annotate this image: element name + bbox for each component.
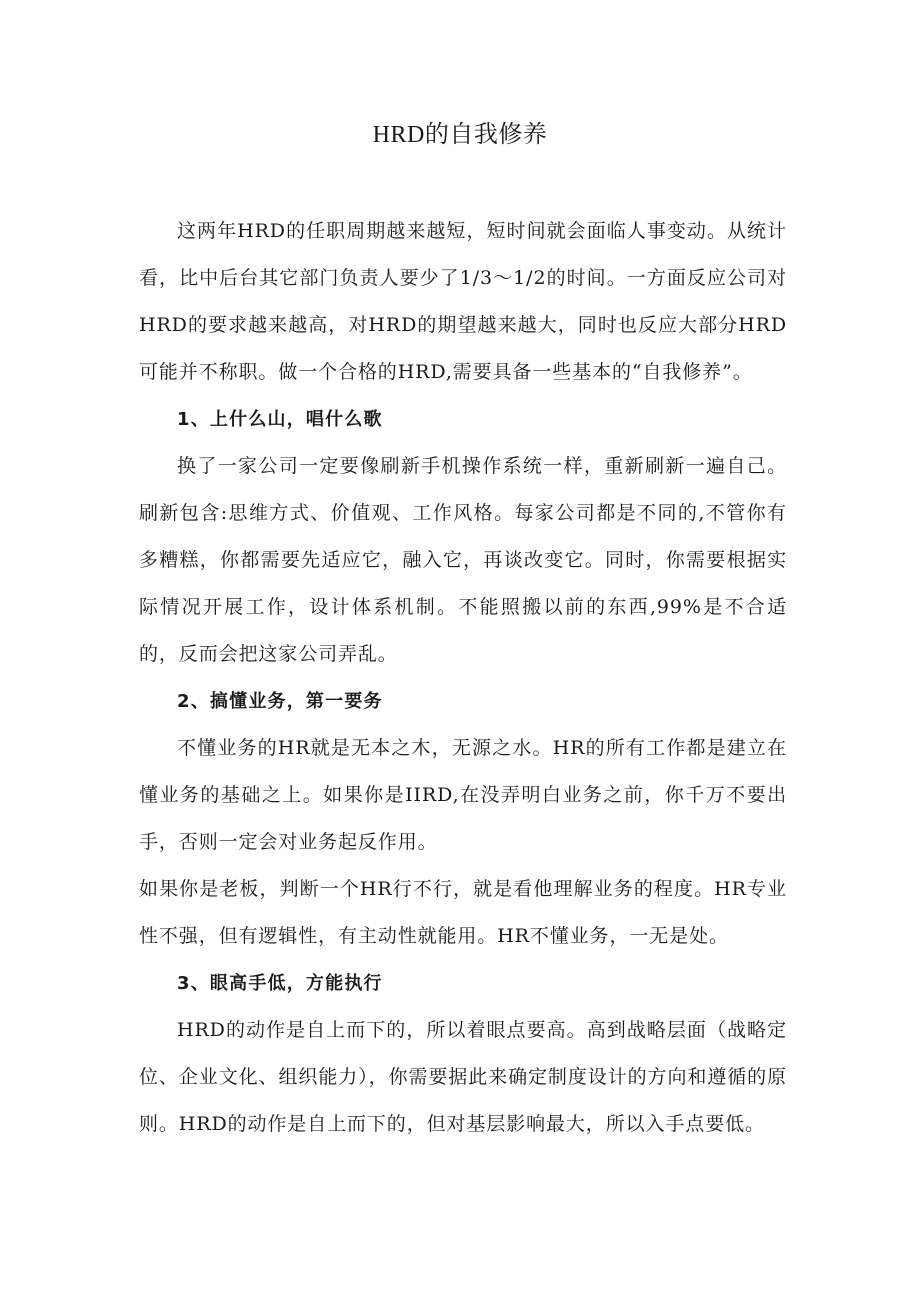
intro-paragraph: 这两年HRD的任职周期越来越短，短时间就会面临人事变动。从统计看，比中后台其它部门负责人要少了1/3～1/2的时间。一方面反应公司对HRD的要求越来越高，对HRD的期望越来越大，同时也反应大部分HRD可能并不称职。做一个合格的HRD,需要具备一些基本的“自我修养”。 — [139, 220, 787, 383]
section-1-paragraph: 换了一家公司一定要像刷新手机操作系统一样，重新刷新一遍自己。刷新包含:思维方式、价值观、工作风格。每家公司都是不同的,不管你有多糟糕，你都需要先适应它，融入它，再谈改变它。同时，你需要根据实际情况开展工作，设计体系机制。不能照搬以前的东西,99%是不合适的，反而会把这家公司弄乱。 — [139, 455, 787, 665]
section-3-heading: 3、眼高手低，方能执行 — [177, 973, 383, 994]
document-body — [139, 208, 787, 1148]
section-2-paragraph-1: 不懂业务的HR就是无本之木，无源之水。HR的所有工作都是建立在懂业务的基础之上。如果你是IIRD,在没弄明白业务之前，你千万不要出手，否则一定会对业务起反作用。 — [139, 737, 787, 853]
section-1-heading: 1、上什么山，唱什么歌 — [177, 409, 383, 430]
document-title: HRD的自我修养 — [372, 122, 548, 148]
section-3-paragraph: HRD的动作是自上而下的，所以着眼点要高。高到战略层面（战略定位、企业文化、组织能力），你需要据此来确定制度设计的方向和遵循的原则。HRD的动作是自上而下的，但对基层影响最大，所以入手点要低。 — [139, 1019, 787, 1135]
section-2-heading: 2、搞懂业务，第一要务 — [177, 691, 383, 712]
section-2-paragraph-2: 如果你是老板，判断一个HR行不行，就是看他理解业务的程度。HR专业性不强，但有逻辑性，有主动性就能用。HR不懂业务，一无是处。 — [139, 878, 787, 947]
